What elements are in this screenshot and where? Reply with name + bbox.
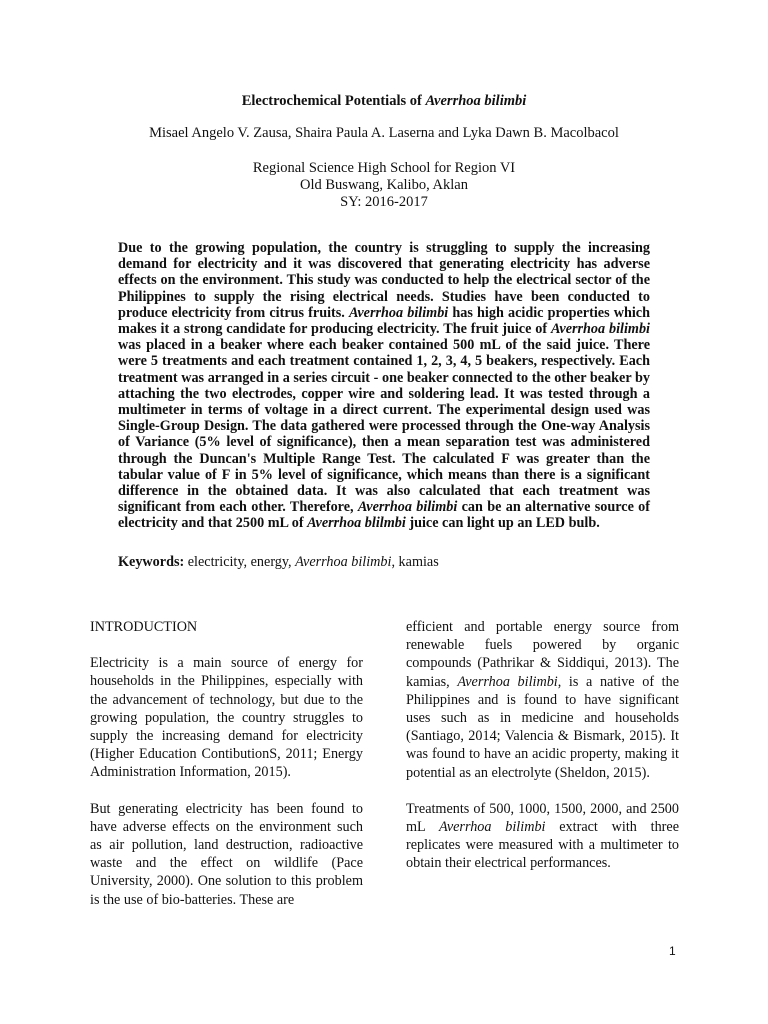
right-column: [406, 618, 679, 891]
intro-paragraph-4: Treatments of 500, 1000, 1500, 2000, and 2500 mL Averrhoa bilimbi extract with three replicates were measured with a multimeter to obtain their electrical performances.: [406, 800, 679, 872]
section-heading-introduction: INTRODUCTION: [90, 619, 198, 635]
intro-paragraph-1: Electricity is a main source of energy for households in the Philippines, especially with the advancement of technology, but due to the growing population, the country struggles to supply the increasing demand for electricity (Higher Education ContibutionS, 2011; Energy Administration Information, 2015).: [90, 655, 363, 781]
left-column: [90, 618, 363, 927]
title-text: Electrochemical Potentials of: [241, 93, 426, 109]
paper-title: [0, 93, 768, 110]
page-number: 1: [669, 944, 676, 958]
title-species: Averrhoa bilimbi: [425, 93, 527, 109]
abstract-text: Due to the growing population, the country is struggling to supply the increasing demand for electricity and it was discovered that generating electricity has adverse effects on the environment. This study was conducted to help the electrical sector of the Philippines to supply the rising electrical needs. Studies have been conducted to produce electricity from citrus fruits. Averrhoa bilimbi has high acidic properties which makes it a strong candidate for producing electricity. The fruit juice of Averrhoa bilimbi was placed in a beaker where each beaker contained 500 mL of the said juice. There were 5 treatments and each treatment contained 1, 2, 3, 4, 5 beakers, respectively. Each treatment was arranged in a series circuit - one beaker connected to the other beaker by attaching the two electrodes, copper wire and soldering lead. It was tested through a multimeter in terms of voltage in a direct current. The experimental design used was Single-Group Design. The data gathered were processed through the One-way Analysis of Variance (5% level of significance), then a mean separation test was administered through the Duncan's Multiple Range Test. The calculated F was greater than the tabular value of F in 5% level of significance, which means than there is a significant difference in the obtained data. It was also calculated that each treatment was significant from each other. Therefore, Averrhoa bilimbi can be an alternative source of electricity and that 2500 mL of Averrhoa blilmbi juice can light up an LED bulb.: [118, 240, 650, 532]
school-address: Old Buswang, Kalibo, Aklan: [300, 177, 468, 193]
author-list: Misael Angelo V. Zausa, Shaira Paula A. Laserna and Lyka Dawn B. Macolbacol: [149, 125, 619, 141]
affiliation: [0, 160, 768, 211]
school-year: SY: 2016-2017: [340, 194, 428, 210]
keywords-label: Keywords:: [118, 554, 185, 570]
intro-paragraph-2: But generating electricity has been found to have adverse effects on the environment such as air pollution, land destruction, radioactive waste and the effect on wildlife (Pace University, 2000). One solution to this problem is the use of bio-batteries. These are: [90, 800, 363, 908]
intro-paragraph-3: efficient and portable energy source from renewable fuels powered by organic compounds (Pathrikar & Siddiqui, 2013). The kamias, Averrhoa bilimbi, is a native of the Philippines and is found to have significant uses such as in medicine and households (Santiago, 2014; Valencia & Bismark, 2015). It was found to have an acidic property, making it potential as an electrolyte (Sheldon, 2015).: [406, 619, 680, 781]
abstract: [118, 240, 650, 532]
keywords: Keywords: electricity, energy, Averrhoa bilimbi, kamias: [118, 554, 439, 570]
school-name: Regional Science High School for Region VI: [252, 160, 516, 176]
